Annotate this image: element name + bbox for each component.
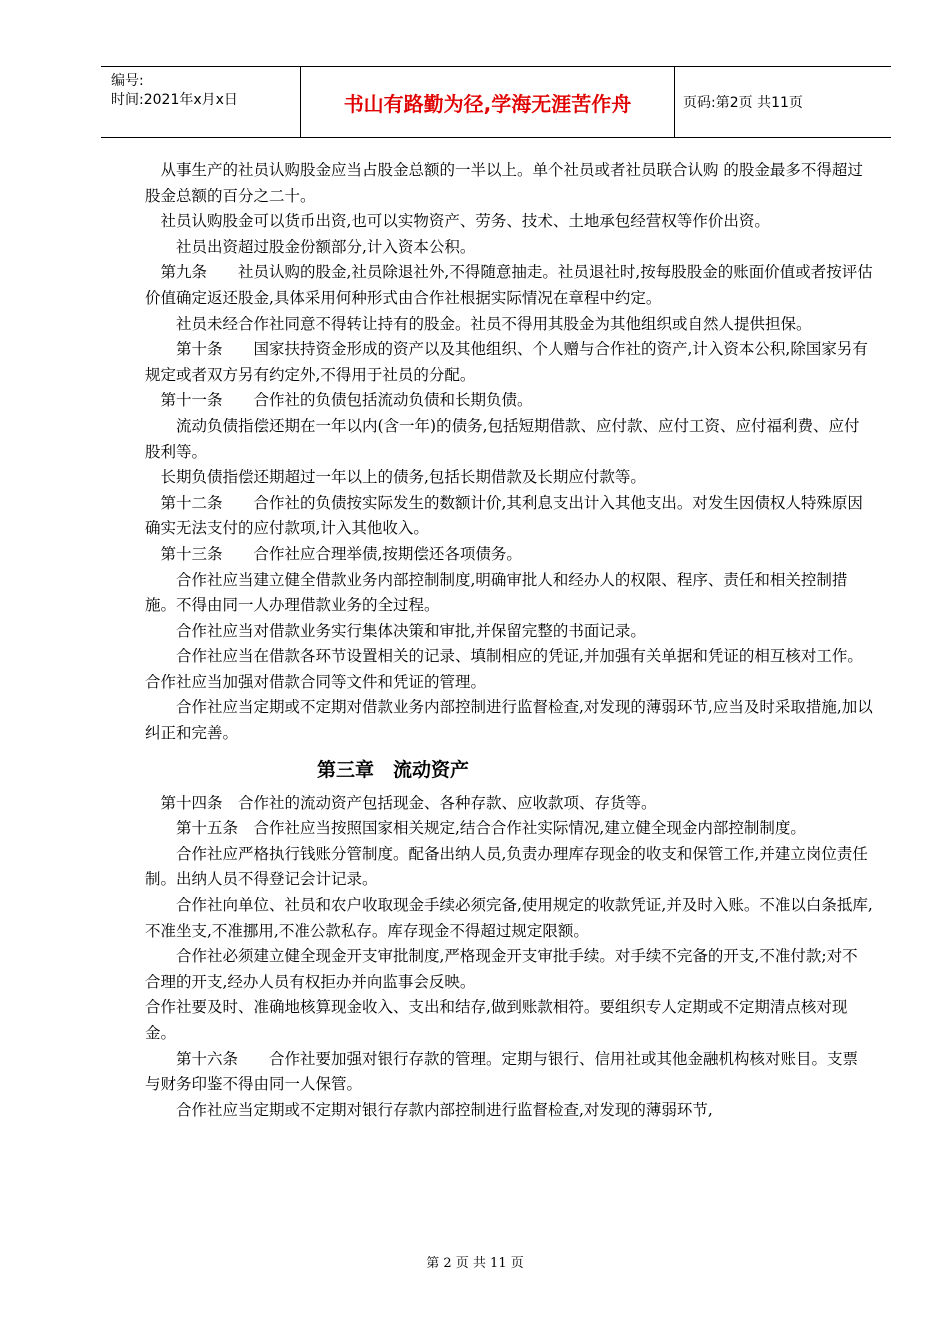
paragraph: 流动负债指偿还期在一年以内(含一年)的债务,包括短期借款、应付款、应付工资、应付福利费、应付股利等。 bbox=[145, 416, 860, 461]
paragraph: 合作社向单位、社员和农户收取现金手续必须完备,使用规定的收款凭证,并及时入账。不准以白条抵库,不准坐支,不准挪用,不准公款私存。库存现金不得超过规定限额。 bbox=[145, 896, 873, 940]
paragraph: 长期负债指偿还期超过一年以上的债务,包括长期借款及长期应付款等。 bbox=[145, 468, 646, 487]
paragraph: 社员未经合作社同意不得转让持有的股金。社员不得用其股金为其他组织或自然人提供担保。 bbox=[145, 314, 812, 333]
paragraph: 合作社应当定期或不定期对银行存款内部控制进行监督检查,对发现的薄弱环节, bbox=[145, 1100, 713, 1119]
paragraph: 第九条 社员认购的股金,社员除退社外,不得随意抽走。社员退社时,按每股股金的账面价值或者按评估价值确定返还股金,具体采用何种形式由合作社根据实际情况在章程中约定。 bbox=[145, 263, 873, 307]
paragraph: 第十条 国家扶持资金形成的资产以及其他组织、个人赠与合作社的资产,计入资本公积,除国家另有规定或者双方另有约定外,不得用于社员的分配。 bbox=[145, 340, 868, 384]
paragraph: 合作社应当定期或不定期对借款业务内部控制进行监督检查,对发现的薄弱环节,应当及时采取措施,加以纠正和完善。 bbox=[145, 698, 873, 743]
paragraph: 合作社应当建立健全借款业务内部控制制度,明确审批人和经办人的权限、程序、责任和相关控制措施。不得由同一人办理借款业务的全过程。 bbox=[145, 570, 848, 615]
paragraph: 第十一条 合作社的负债包括流动负债和长期负债。 bbox=[145, 391, 533, 410]
paragraph: 第十三条 合作社应合理举债,按期偿还各项债务。 bbox=[145, 544, 522, 563]
paragraph: 第十二条 合作社的负债按实际发生的数额计价,其利息支出计入其他支出。对发生因债权人特殊原因确实无法支付的应付款项,计入其他收入。 bbox=[145, 493, 863, 538]
chapter-title: 第三章 流动资产 bbox=[317, 758, 470, 781]
document-number-label: 编号: bbox=[111, 73, 144, 89]
paragraph: 社员出资超过股金份额部分,计入资本公积。 bbox=[145, 237, 476, 256]
header-page-label: 页码:第2页 共11页 bbox=[683, 95, 803, 111]
header-motto: 书山有路勤为径,学海无涯苦作舟 bbox=[301, 67, 675, 137]
header-meta bbox=[101, 67, 301, 137]
document-body bbox=[145, 158, 873, 1123]
document-header bbox=[101, 66, 891, 138]
page-footer: 第 2 页 共 11 页 bbox=[426, 1256, 524, 1271]
paragraph: 从事生产的社员认购股金应当占股金总额的一半以上。单个社员或者社员联合认购 的股金最多不得超过股金总额的百分之二十。 bbox=[145, 161, 863, 205]
paragraph: 社员认购股金可以货币出资,也可以实物资产、劳务、技术、土地承包经营权等作价出资。 bbox=[145, 212, 770, 231]
paragraph: 合作社必须建立健全现金开支审批制度,严格现金开支审批手续。对手续不完备的开支,不准付款;对不合理的开支,经办人员有权拒办并向监事会反映。 bbox=[145, 947, 858, 991]
paragraph: 合作社应当在借款各环节设置相关的记录、填制相应的凭证,并加强有关单据和凭证的相互核对工作。合作社应当加强对借款合同等文件和凭证的管理。 bbox=[145, 647, 863, 691]
paragraph: 第十四条 合作社的流动资产包括现金、各种存款、应收款项、存货等。 bbox=[145, 793, 657, 812]
paragraph: 合作社应当对借款业务实行集体决策和审批,并保留完整的书面记录。 bbox=[145, 621, 646, 640]
paragraph: 第十五条 合作社应当按照国家相关规定,结合合作社实际情况,建立健全现金内部控制制度。 bbox=[145, 819, 806, 838]
paragraph: 第十六条 合作社要加强对银行存款的管理。定期与银行、信用社或其他金融机构核对账目。支票与财务印鉴不得由同一人保管。 bbox=[145, 1049, 859, 1094]
paragraph: 合作社要及时、准确地核算现金收入、支出和结存,做到账款相符。要组织专人定期或不定期清点核对现金。 bbox=[145, 998, 848, 1042]
paragraph: 合作社应严格执行钱账分管制度。配备出纳人员,负责办理库存现金的收支和保管工作,并建立岗位责任制。出纳人员不得登记会计记录。 bbox=[145, 844, 868, 889]
document-time-label: 时间:2021年x月x日 bbox=[111, 92, 238, 108]
